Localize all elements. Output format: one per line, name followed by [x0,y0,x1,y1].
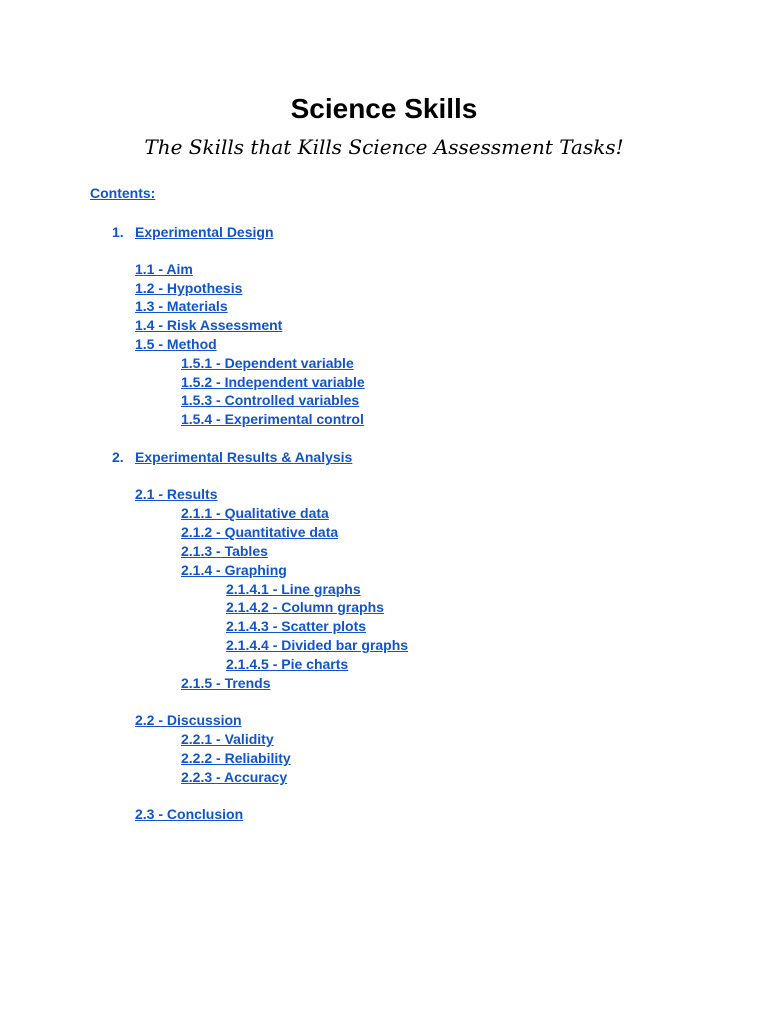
toc-item-graphing[interactable]: 2.1.4 - Graphing [181,562,287,578]
toc-section-number: 1. [112,224,124,240]
toc-item-materials[interactable]: 1.3 - Materials [135,298,228,314]
toc-item-quantitative-data[interactable]: 2.1.2 - Quantitative data [181,524,339,540]
toc-item-line-graphs[interactable]: 2.1.4.1 - Line graphs [226,581,361,597]
toc-item-tables[interactable]: 2.1.3 - Tables [181,543,268,559]
toc-item-scatter-plots[interactable]: 2.1.4.3 - Scatter plots [226,618,367,634]
toc-section-results-analysis[interactable]: Experimental Results & Analysis [135,449,353,465]
toc-heading-link[interactable]: Contents: [90,185,156,201]
toc-item-experimental-control[interactable]: 1.5.4 - Experimental control [181,411,364,427]
toc-item-column-graphs[interactable]: 2.1.4.2 - Column graphs [226,599,384,615]
document-subtitle: The Skills that Kills Science Assessment Tasks! [144,135,624,159]
toc-item-divided-bar-graphs[interactable]: 2.1.4.4 - Divided bar graphs [226,637,409,653]
toc-item-conclusion[interactable]: 2.3 - Conclusion [135,806,244,822]
toc-item-dependent-variable[interactable]: 1.5.1 - Dependent variable [181,355,354,371]
toc-item-controlled-variables[interactable]: 1.5.3 - Controlled variables [181,392,360,408]
toc-item-trends[interactable]: 2.1.5 - Trends [181,675,271,691]
toc-item-independent-variable[interactable]: 1.5.2 - Independent variable [181,374,365,390]
toc-item-results[interactable]: 2.1 - Results [135,486,218,502]
toc-item-risk-assessment[interactable]: 1.4 - Risk Assessment [135,317,283,333]
toc-item-validity[interactable]: 2.2.1 - Validity [181,731,274,747]
document-title: Science Skills [290,93,478,124]
toc-item-reliability[interactable]: 2.2.2 - Reliability [181,750,291,766]
toc-item-qualitative-data[interactable]: 2.1.1 - Qualitative data [181,505,329,521]
toc-section-number: 2. [112,449,124,465]
toc-item-method[interactable]: 1.5 - Method [135,336,217,352]
toc-item-discussion[interactable]: 2.2 - Discussion [135,712,242,728]
toc-section-experimental-design[interactable]: Experimental Design [135,224,274,240]
toc-item-hypothesis[interactable]: 1.2 - Hypothesis [135,280,243,296]
toc-item-accuracy[interactable]: 2.2.3 - Accuracy [181,769,288,785]
toc-item-aim[interactable]: 1.1 - Aim [135,261,193,277]
toc-item-pie-charts[interactable]: 2.1.4.5 - Pie charts [226,656,349,672]
